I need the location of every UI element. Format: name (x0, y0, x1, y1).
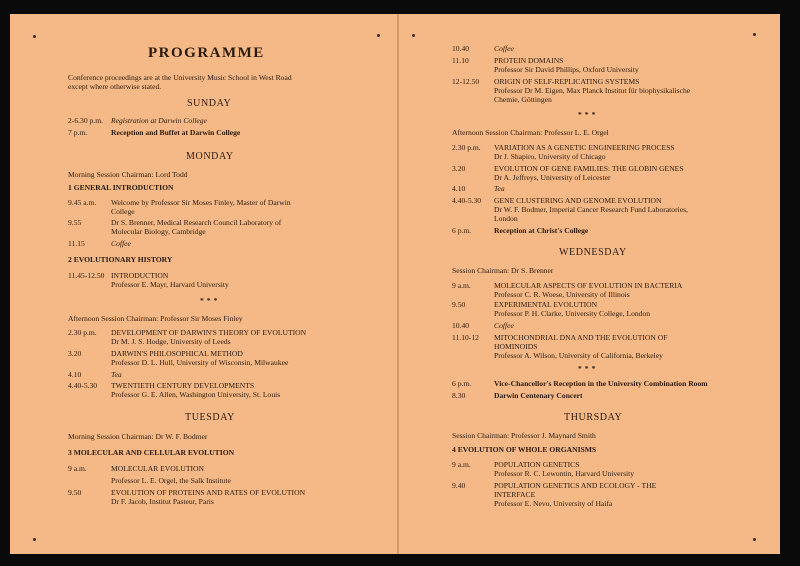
event: Professor C. R. Woese, University of Illinois (494, 290, 630, 299)
hole-mark (377, 34, 380, 37)
event: VARIATION AS A GENETIC ENGINEERING PROCESS (494, 143, 675, 152)
section-heading: 3 MOLECULAR AND CELLULAR EVOLUTION (68, 448, 235, 457)
event: Molecular Biology, Cambridge (111, 227, 206, 236)
time: 2.30 p.m. (452, 143, 481, 152)
time: 3.20 (452, 164, 466, 173)
session-chairman: Afternoon Session Chairman: Professor Sir Moses Finley (68, 314, 243, 323)
event: POPULATION GENETICS AND ECOLOGY - THE (494, 481, 657, 490)
event: Welcome by Professor Sir Moses Finley, Master of Darwin (111, 198, 291, 207)
time: 9.55 (68, 218, 82, 227)
time: 12-12.50 (452, 77, 480, 86)
time: 11.10 (452, 56, 469, 65)
event: Professor A. Wilson, University of California, Berkeley (494, 351, 663, 360)
time: 11.45-12.50 (68, 271, 105, 280)
event: Registration at Darwin College (111, 116, 207, 125)
day-heading-sunday: SUNDAY (187, 98, 232, 109)
event: MOLECULAR EVOLUTION (111, 464, 205, 473)
section-divider: *** (200, 296, 221, 305)
event: MOLECULAR ASPECTS OF EVOLUTION IN BACTERIA (494, 281, 683, 290)
time: 10.40 (452, 321, 470, 330)
time: 4.40-5.30 (452, 196, 482, 205)
event: HOMINOIDS (494, 342, 538, 351)
event: Professor E. Mayr, Harvard University (111, 280, 229, 289)
hole-mark (33, 35, 36, 38)
section-heading: 4 EVOLUTION OF WHOLE ORGANISMS (452, 445, 597, 454)
time: 4.10 (452, 184, 466, 193)
event: Dr A. Jeffreys, University of Leicester (494, 173, 611, 182)
event: Professor R. C. Lewontin, Harvard University (494, 469, 635, 478)
page-fold (397, 14, 399, 554)
event: Reception at Christ's College (494, 226, 589, 235)
event: Coffee (111, 239, 131, 248)
section-heading: 1 GENERAL INTRODUCTION (68, 183, 174, 192)
session-chairman: Morning Session Chairman: Lord Todd (68, 170, 188, 179)
event: Dr M. J. S. Hodge, University of Leeds (111, 337, 231, 346)
event: Coffee (494, 321, 514, 330)
event: Professor E. Nevo, University of Haifa (494, 499, 613, 508)
day-heading-thursday: THURSDAY (564, 412, 623, 423)
event: DEVELOPMENT OF DARWIN'S THEORY OF EVOLUTION (111, 328, 307, 337)
session-chairman: Afternoon Session Chairman: Professor L. E. Orgel (452, 128, 609, 137)
event: EVOLUTION OF GENE FAMILIES: THE GLOBIN GENES (494, 164, 684, 173)
time: 11.10-12 (452, 333, 479, 342)
page-title: PROGRAMME (148, 45, 265, 61)
session-chairman: Session Chairman: Professor J. Maynard Smith (452, 431, 596, 440)
event: TWENTIETH CENTURY DEVELOPMENTS (111, 381, 255, 390)
section-heading: 2 EVOLUTIONARY HISTORY (68, 255, 173, 264)
event: Dr W. F. Bodmer, Imperial Cancer Research Fund Laboratories, (494, 205, 688, 214)
hole-mark (753, 538, 756, 541)
time: 11.15 (68, 239, 85, 248)
event: Professor P. H. Clarke, University College, London (494, 309, 651, 318)
time: 2.30 p.m. (68, 328, 97, 337)
event: EXPERIMENTAL EVOLUTION (494, 300, 598, 309)
event: Chemie, Göttingen (494, 95, 552, 104)
event: Reception and Buffet at Darwin College (111, 128, 241, 137)
section-divider: *** (578, 364, 599, 373)
event: Professor G. E. Allen, Washington University, St. Louis (111, 390, 281, 399)
event: Dr J. Shapiro, University of Chicago (494, 152, 606, 161)
session-chairman: Morning Session Chairman: Dr W. F. Bodmer (68, 432, 208, 441)
day-heading-monday: MONDAY (186, 151, 234, 162)
time: 7 p.m. (68, 128, 88, 137)
event: Professor L. E. Orgel, the Salk Institute (111, 476, 231, 485)
time: 4.40-5.30 (68, 381, 98, 390)
event: Professor D. L. Hull, University of Wisconsin, Milwaukee (111, 358, 289, 367)
hole-mark (33, 538, 36, 541)
event: College (111, 207, 135, 216)
time: 6 p.m. (452, 226, 472, 235)
time: 9.40 (452, 481, 466, 490)
event: Tea (111, 370, 122, 379)
hole-mark (753, 33, 756, 36)
time: 9 a.m. (68, 464, 87, 473)
section-divider: *** (578, 110, 599, 119)
time: 9 a.m. (452, 281, 471, 290)
time: 9.50 (452, 300, 466, 309)
intro-line: except where otherwise stated. (68, 82, 162, 91)
event: PROTEIN DOMAINS (494, 56, 564, 65)
session-chairman: Session Chairman: Dr S. Brenner (452, 266, 554, 275)
event: Tea (494, 184, 505, 193)
time: 3.20 (68, 349, 82, 358)
day-heading-wednesday: WEDNESDAY (559, 247, 627, 258)
time: 8.30 (452, 391, 466, 400)
time: 9.45 a.m. (68, 198, 97, 207)
event: DARWIN'S PHILOSOPHICAL METHOD (111, 349, 243, 358)
event: Coffee (494, 44, 514, 53)
event: Dr S. Brenner, Medical Research Council Laboratory of (111, 218, 282, 227)
event: Vice-Chancellor's Reception in the University Combination Room (494, 379, 708, 388)
event: Professor Dr M. Eigen, Max Planck Institut für biophysikalische (494, 86, 691, 95)
event: GENE CLUSTERING AND GENOME EVOLUTION (494, 196, 662, 205)
time: 9 a.m. (452, 460, 471, 469)
time: 6 p.m. (452, 379, 472, 388)
event: ORIGIN OF SELF-REPLICATING SYSTEMS (494, 77, 640, 86)
time: 2-6.30 p.m. (68, 116, 104, 125)
event: MITOCHONDRIAL DNA AND THE EVOLUTION OF (494, 333, 668, 342)
event: EVOLUTION OF PROTEINS AND RATES OF EVOLUTION (111, 488, 306, 497)
day-heading-tuesday: TUESDAY (185, 412, 235, 423)
intro-line: Conference proceedings are at the University Music School in West Road (68, 73, 292, 82)
time: 4.10 (68, 370, 82, 379)
hole-mark (412, 34, 415, 37)
event: INTERFACE (494, 490, 536, 499)
event: Darwin Centenary Concert (494, 391, 583, 400)
event: Dr F. Jacob, Institut Pasteur, Paris (111, 497, 214, 506)
event: London (494, 214, 518, 223)
time: 9.50 (68, 488, 82, 497)
event: POPULATION GENETICS (494, 460, 580, 469)
time: 10.40 (452, 44, 470, 53)
event: Professor Sir David Phillips, Oxford University (494, 65, 639, 74)
event: INTRODUCTION (111, 271, 169, 280)
